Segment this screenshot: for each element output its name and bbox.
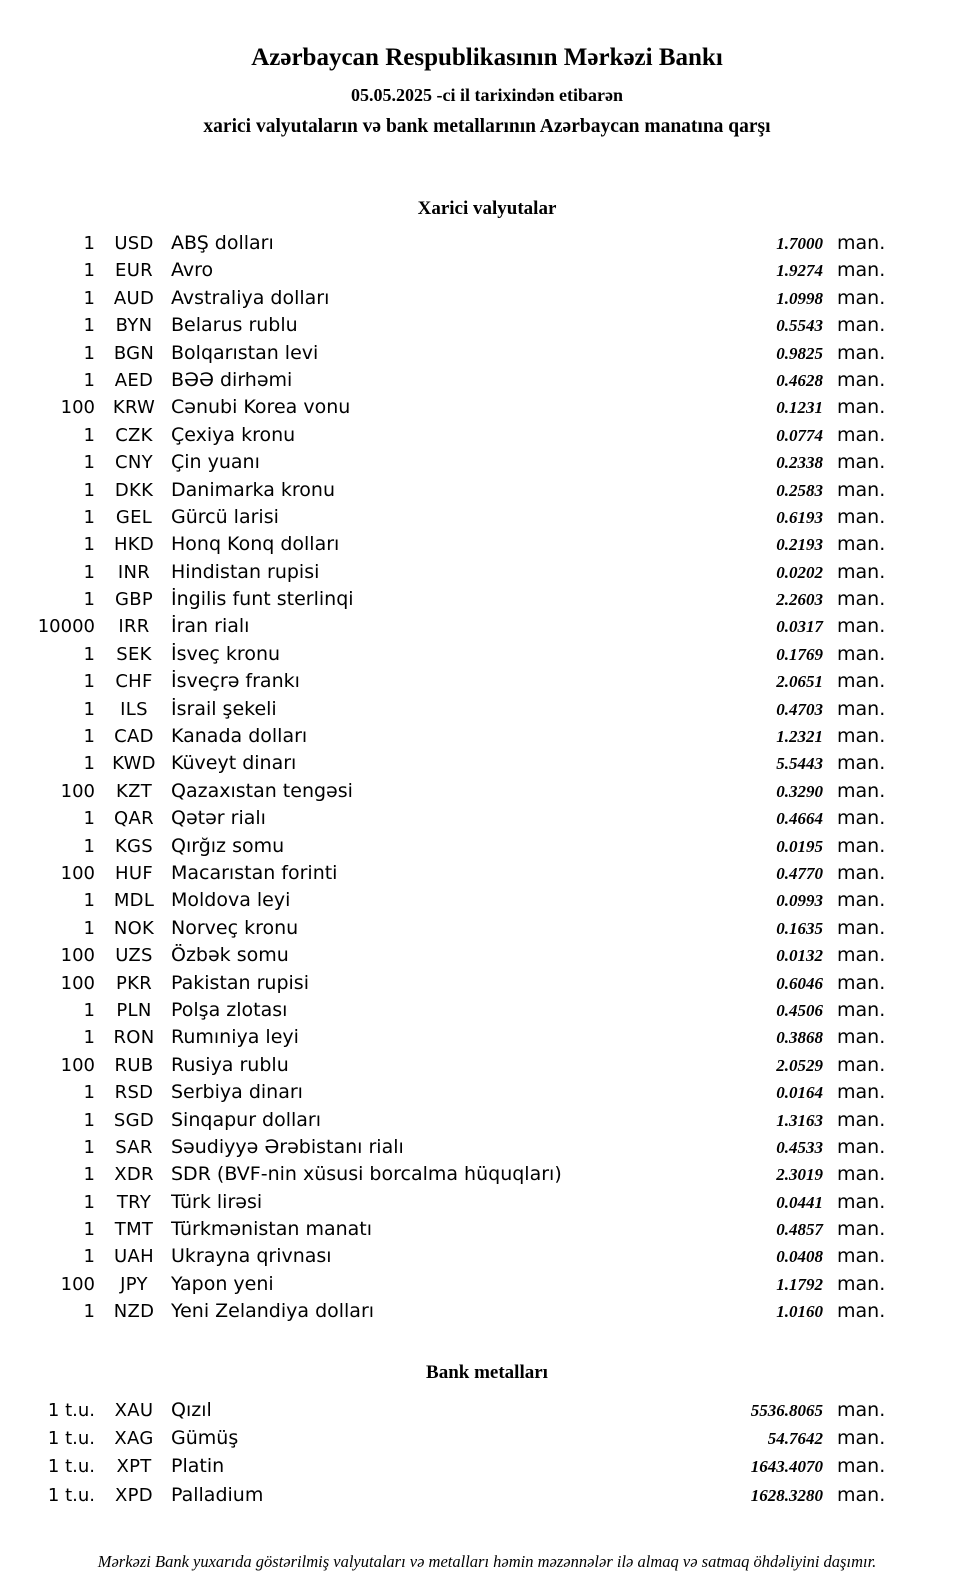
rate-row	[0, 449, 897, 476]
currency-code: NOK	[113, 917, 155, 939]
currency-code: TRY	[116, 1191, 152, 1213]
currency-code: RSD	[114, 1082, 154, 1104]
currency-name: Bolqarıstan levi	[171, 341, 319, 364]
manat-unit: man.	[837, 916, 886, 939]
currency-name: İsrail şekeli	[171, 697, 277, 720]
manat-unit: man.	[837, 971, 886, 994]
currency-name: Ukrayna qrivnası	[171, 1245, 332, 1268]
rate-row	[0, 668, 897, 695]
currency-code: IRR	[118, 616, 150, 638]
manat-unit: man.	[837, 834, 886, 857]
rate-row	[0, 1189, 897, 1216]
currency-name: İsveçrə frankı	[171, 670, 300, 693]
currency-name: Türk lirəsi	[171, 1190, 263, 1213]
amount: 1	[83, 287, 95, 309]
currency-name: Qazaxıstan tengəsi	[171, 779, 353, 802]
manat-unit: man.	[837, 697, 886, 720]
manat-unit: man.	[837, 1026, 886, 1049]
currency-code: SAR	[115, 1136, 153, 1158]
rate-row	[0, 340, 897, 367]
metals-section-title: Bank metalları	[426, 1361, 548, 1383]
amount: 10000	[37, 616, 95, 638]
manat-unit: man.	[837, 861, 886, 884]
rate-row	[0, 1216, 897, 1243]
currency-code: SEK	[116, 643, 152, 665]
manat-unit: man.	[837, 642, 886, 665]
manat-unit: man.	[837, 1218, 886, 1241]
rate-row	[0, 696, 897, 723]
manat-unit: man.	[837, 396, 886, 419]
manat-unit: man.	[837, 560, 886, 583]
amount: 1	[83, 1191, 95, 1213]
rate-row	[0, 422, 897, 449]
currency-name: İran rialı	[171, 615, 250, 638]
manat-unit: man.	[837, 286, 886, 309]
manat-unit: man.	[837, 1272, 886, 1295]
disclaimer-text: Mərkəzi Bank yuxarıda göstərilmiş valyutaları və metalları həmin məzənnələr ilə almaq və satmaq öhdəliyini daşımır.	[97, 1552, 877, 1571]
currency-code: KRW	[112, 397, 156, 419]
currency-code: HKD	[113, 534, 155, 556]
manat-unit: man.	[837, 807, 886, 830]
currency-name: Rusiya rublu	[171, 1053, 289, 1076]
currency-name: Serbiya dinarı	[171, 1081, 303, 1104]
currency-name: Gürcü larisi	[171, 505, 279, 528]
currency-name: Səudiyyə Ərəbistanı rialı	[171, 1135, 404, 1158]
currency-code: RON	[113, 1027, 155, 1049]
currency-code: BGN	[113, 342, 155, 364]
rate-row	[0, 915, 897, 942]
amount: 1	[83, 726, 95, 748]
rate-value: 1.1792	[776, 1274, 823, 1294]
manat-unit: man.	[837, 1245, 886, 1268]
amount: 1	[83, 260, 95, 282]
rate-value: 0.3290	[776, 781, 823, 801]
rate-row	[0, 559, 897, 586]
amount: 1	[83, 808, 95, 830]
rate-value: 0.6193	[776, 507, 823, 527]
rate-value: 5536.8065	[750, 1400, 823, 1420]
rate-value: 0.2338	[776, 453, 823, 473]
amount: 1	[83, 1301, 95, 1323]
rate-value: 1.2321	[776, 727, 823, 747]
rate-value: 1.0998	[776, 288, 823, 308]
currency-code: GBP	[114, 589, 154, 611]
page-subtitle: xarici valyutaların və bank metallarının Azərbaycan manatına qarşı	[203, 116, 771, 137]
currency-code: RUB	[114, 1054, 154, 1076]
rate-row	[0, 1024, 897, 1051]
manat-unit: man.	[837, 1455, 886, 1478]
amount: 1 t.u.	[47, 1399, 95, 1421]
rate-value: 0.0202	[776, 562, 823, 582]
amount: 1	[83, 835, 95, 857]
currency-rates-table	[0, 230, 974, 1326]
rate-value: 0.4703	[776, 699, 823, 719]
currency-code: ILS	[120, 698, 148, 720]
rate-value: 0.4770	[776, 863, 823, 883]
currency-code: KWD	[112, 753, 156, 775]
rate-row	[0, 1452, 897, 1480]
rate-value: 0.5543	[776, 316, 823, 336]
manat-unit: man.	[837, 752, 886, 775]
rate-value: 1.3163	[776, 1110, 823, 1130]
currency-name: BƏƏ dirhəmi	[171, 368, 293, 391]
currency-code: HUF	[115, 862, 153, 884]
rate-row	[0, 312, 897, 339]
rate-row	[0, 1134, 897, 1161]
rate-value: 2.0651	[776, 672, 823, 692]
rate-value: 0.0164	[776, 1083, 823, 1103]
manat-unit: man.	[837, 615, 886, 638]
rate-row	[0, 531, 897, 558]
rate-row	[0, 477, 897, 504]
currency-code: GEL	[115, 506, 153, 528]
rate-row	[0, 1481, 897, 1509]
currency-code: PLN	[116, 999, 152, 1021]
currency-code: DKK	[114, 479, 154, 501]
amount: 100	[60, 862, 95, 884]
rate-value: 0.0132	[776, 946, 823, 966]
currency-name: İsveç kronu	[171, 642, 281, 665]
amount: 1	[83, 999, 95, 1021]
currency-name: Cənubi Korea vonu	[171, 396, 351, 419]
currency-code: MDL	[113, 890, 155, 912]
currency-name: Honq Konq dolları	[171, 533, 340, 556]
rate-row	[0, 1424, 897, 1452]
currency-code: XDR	[114, 1164, 154, 1186]
currency-name: Kanada dolları	[171, 725, 308, 748]
rate-row	[0, 1298, 897, 1325]
manat-unit: man.	[837, 232, 886, 254]
currency-code: KZT	[115, 780, 153, 802]
rate-row	[0, 285, 897, 312]
rate-value: 0.9825	[776, 343, 823, 363]
amount: 1	[83, 1027, 95, 1049]
manat-unit: man.	[837, 259, 886, 282]
currency-code: QAR	[114, 808, 154, 830]
currency-name: Çexiya kronu	[171, 423, 296, 446]
manat-unit: man.	[837, 725, 886, 748]
amount: 1	[83, 561, 95, 583]
rate-row	[0, 970, 897, 997]
rate-row	[0, 1243, 897, 1270]
rate-row	[0, 257, 897, 284]
manat-unit: man.	[837, 533, 886, 556]
currency-code: EUR	[115, 260, 153, 282]
rate-row	[0, 230, 897, 257]
currency-name: Sinqapur dolları	[171, 1108, 322, 1131]
currency-code: CHF	[115, 671, 153, 693]
currency-name: Rumıniya leyi	[171, 1026, 299, 1049]
manat-unit: man.	[837, 1135, 886, 1158]
rate-row	[0, 586, 897, 613]
manat-unit: man.	[837, 423, 886, 446]
currency-code: BYN	[115, 315, 153, 337]
currencies-section-title: Xarici valyutalar	[417, 198, 557, 219]
amount: 100	[60, 945, 95, 967]
manat-unit: man.	[837, 944, 886, 967]
rate-row	[0, 1052, 897, 1079]
rate-value: 2.2603	[776, 590, 823, 610]
currency-name: Danimarka kronu	[171, 478, 336, 501]
amount: 100	[60, 1054, 95, 1076]
rate-value: 0.2583	[776, 480, 823, 500]
rate-value: 0.0441	[776, 1192, 823, 1212]
rate-value: 1643.4070	[750, 1457, 823, 1477]
currency-name: Qızıl	[171, 1398, 212, 1421]
currency-code: XPD	[115, 1484, 153, 1506]
rate-row	[0, 1107, 897, 1134]
manat-unit: man.	[837, 1398, 886, 1421]
amount: 1	[83, 1082, 95, 1104]
amount: 1	[83, 233, 95, 254]
amount: 1	[83, 1246, 95, 1268]
effective-date-line: 05.05.2025 -ci il tarixindən etibarən	[351, 85, 623, 105]
currency-name: Moldova leyi	[171, 889, 291, 912]
currency-name: Palladium	[171, 1483, 264, 1506]
currency-code: USD	[114, 233, 154, 254]
amount: 1	[83, 643, 95, 665]
amount: 1	[83, 315, 95, 337]
rate-value: 54.7642	[767, 1429, 823, 1449]
amount: 1	[83, 1219, 95, 1241]
currency-name: Platin	[171, 1455, 225, 1478]
rate-value: 0.0774	[776, 425, 823, 445]
amount: 1	[83, 479, 95, 501]
manat-unit: man.	[837, 1081, 886, 1104]
document-header	[0, 0, 974, 138]
rate-row	[0, 942, 897, 969]
manat-unit: man.	[837, 368, 886, 391]
amount: 1	[83, 452, 95, 474]
rate-value: 0.2193	[776, 535, 823, 555]
currency-code: AED	[114, 369, 154, 391]
rate-row	[0, 887, 897, 914]
amount: 1	[83, 1109, 95, 1131]
currency-code: XPT	[116, 1456, 152, 1478]
amount: 1	[83, 1136, 95, 1158]
amount: 1	[83, 424, 95, 446]
rate-value: 0.4628	[776, 370, 823, 390]
currency-name: Norveç kronu	[171, 916, 299, 939]
manat-unit: man.	[837, 1300, 886, 1323]
currency-code: KGS	[114, 835, 154, 857]
currency-code: XAG	[114, 1428, 154, 1450]
amount: 1	[83, 534, 95, 556]
currency-name: Gümüş	[171, 1427, 239, 1450]
rate-row	[0, 860, 897, 887]
currency-code: NZD	[113, 1301, 155, 1323]
currency-name: Türkmənistan manatı	[171, 1218, 373, 1241]
amount: 1	[83, 589, 95, 611]
currency-name: Macarıstan forinti	[171, 861, 338, 884]
currency-code: JPY	[120, 1273, 148, 1295]
rate-row	[0, 750, 897, 777]
rate-value: 0.3868	[776, 1028, 823, 1048]
rate-value: 0.6046	[776, 973, 823, 993]
rate-value: 0.0195	[776, 836, 823, 856]
currency-name: Qətər rialı	[171, 807, 266, 830]
manat-unit: man.	[837, 478, 886, 501]
rate-value: 1.9274	[776, 261, 823, 281]
currency-name: Avro	[171, 259, 214, 282]
currency-code: AUD	[113, 287, 155, 309]
rate-row	[0, 1079, 897, 1106]
currency-code: XAU	[114, 1399, 154, 1421]
page-title: Azərbaycan Respublikasının Mərkəzi Bankı	[251, 44, 723, 71]
rate-row	[0, 1271, 897, 1298]
rate-value: 0.1635	[776, 918, 823, 938]
currency-name: Qırğız somu	[171, 834, 285, 857]
rate-value: 0.4506	[776, 1000, 823, 1020]
metal-rates-table	[0, 1396, 974, 1510]
amount: 1	[83, 671, 95, 693]
rate-row	[0, 723, 897, 750]
currency-name: Çin yuanı	[171, 451, 260, 474]
manat-unit: man.	[837, 998, 886, 1021]
rate-value: 2.3019	[776, 1165, 823, 1185]
currency-code: SGD	[113, 1109, 155, 1131]
rate-value: 2.0529	[776, 1055, 823, 1075]
currency-code: UZS	[115, 945, 153, 967]
amount: 1	[83, 753, 95, 775]
manat-unit: man.	[837, 1053, 886, 1076]
rate-row	[0, 805, 897, 832]
amount: 1 t.u.	[47, 1456, 95, 1478]
currency-name: Küveyt dinarı	[171, 752, 297, 775]
manat-unit: man.	[837, 451, 886, 474]
manat-unit: man.	[837, 505, 886, 528]
amount: 1	[83, 506, 95, 528]
currency-name: Özbək somu	[171, 944, 289, 967]
currency-name: Avstraliya dolları	[171, 286, 330, 309]
amount: 1 t.u.	[47, 1484, 95, 1506]
amount: 100	[60, 780, 95, 802]
manat-unit: man.	[837, 889, 886, 912]
currency-name: Pakistan rupisi	[171, 971, 309, 994]
currency-code: PKR	[115, 972, 153, 994]
amount: 1	[83, 1164, 95, 1186]
amount: 100	[60, 972, 95, 994]
rate-row	[0, 833, 897, 860]
manat-unit: man.	[837, 670, 886, 693]
currency-name: SDR (BVF-nin xüsusi borcalma hüquqları)	[171, 1163, 562, 1186]
rate-value: 0.0317	[776, 617, 823, 637]
manat-unit: man.	[837, 341, 886, 364]
rate-value: 0.4664	[776, 809, 823, 829]
rate-row	[0, 997, 897, 1024]
rate-row	[0, 778, 897, 805]
rate-row	[0, 367, 897, 394]
currency-code: CAD	[114, 726, 154, 748]
rate-value: 0.0993	[776, 891, 823, 911]
rate-row	[0, 504, 897, 531]
amount: 1	[83, 698, 95, 720]
currency-name: İngilis funt sterlinqi	[171, 588, 354, 611]
rate-row	[0, 394, 897, 421]
currency-name: Yapon yeni	[171, 1272, 274, 1295]
manat-unit: man.	[837, 588, 886, 611]
amount: 100	[60, 397, 95, 419]
currency-name: ABŞ dolları	[171, 232, 274, 254]
rate-value: 5.5443	[776, 754, 823, 774]
rate-value: 0.4857	[776, 1220, 823, 1240]
amount: 1	[83, 369, 95, 391]
rate-value: 0.0408	[776, 1247, 823, 1267]
rate-value: 1628.3280	[750, 1485, 823, 1505]
currency-code: INR	[117, 561, 151, 583]
manat-unit: man.	[837, 1163, 886, 1186]
rate-row	[0, 613, 897, 640]
rate-value: 0.1769	[776, 644, 823, 664]
rate-row	[0, 641, 897, 668]
rate-row	[0, 1161, 897, 1188]
currency-name: Polşa zlotası	[171, 998, 288, 1021]
amount: 1	[83, 342, 95, 364]
currency-code: UAH	[114, 1246, 154, 1268]
currency-name: Belarus rublu	[171, 314, 298, 337]
amount: 1 t.u.	[47, 1428, 95, 1450]
currency-code: CNY	[115, 452, 153, 474]
amount: 100	[60, 1273, 95, 1295]
currency-code: CZK	[115, 424, 153, 446]
rate-value: 1.0160	[776, 1302, 823, 1322]
rate-value: 0.1231	[776, 398, 823, 418]
currency-name: Hindistan rupisi	[171, 560, 320, 583]
currency-code: TMT	[114, 1219, 154, 1241]
rate-value: 0.4533	[776, 1137, 823, 1157]
manat-unit: man.	[837, 314, 886, 337]
manat-unit: man.	[837, 1108, 886, 1131]
manat-unit: man.	[837, 1190, 886, 1213]
rate-row	[0, 1396, 897, 1424]
manat-unit: man.	[837, 779, 886, 802]
currency-name: Yeni Zelandiya dolları	[171, 1300, 375, 1323]
manat-unit: man.	[837, 1427, 886, 1450]
rate-value: 1.7000	[776, 234, 823, 253]
amount: 1	[83, 890, 95, 912]
manat-unit: man.	[837, 1483, 886, 1506]
amount: 1	[83, 917, 95, 939]
